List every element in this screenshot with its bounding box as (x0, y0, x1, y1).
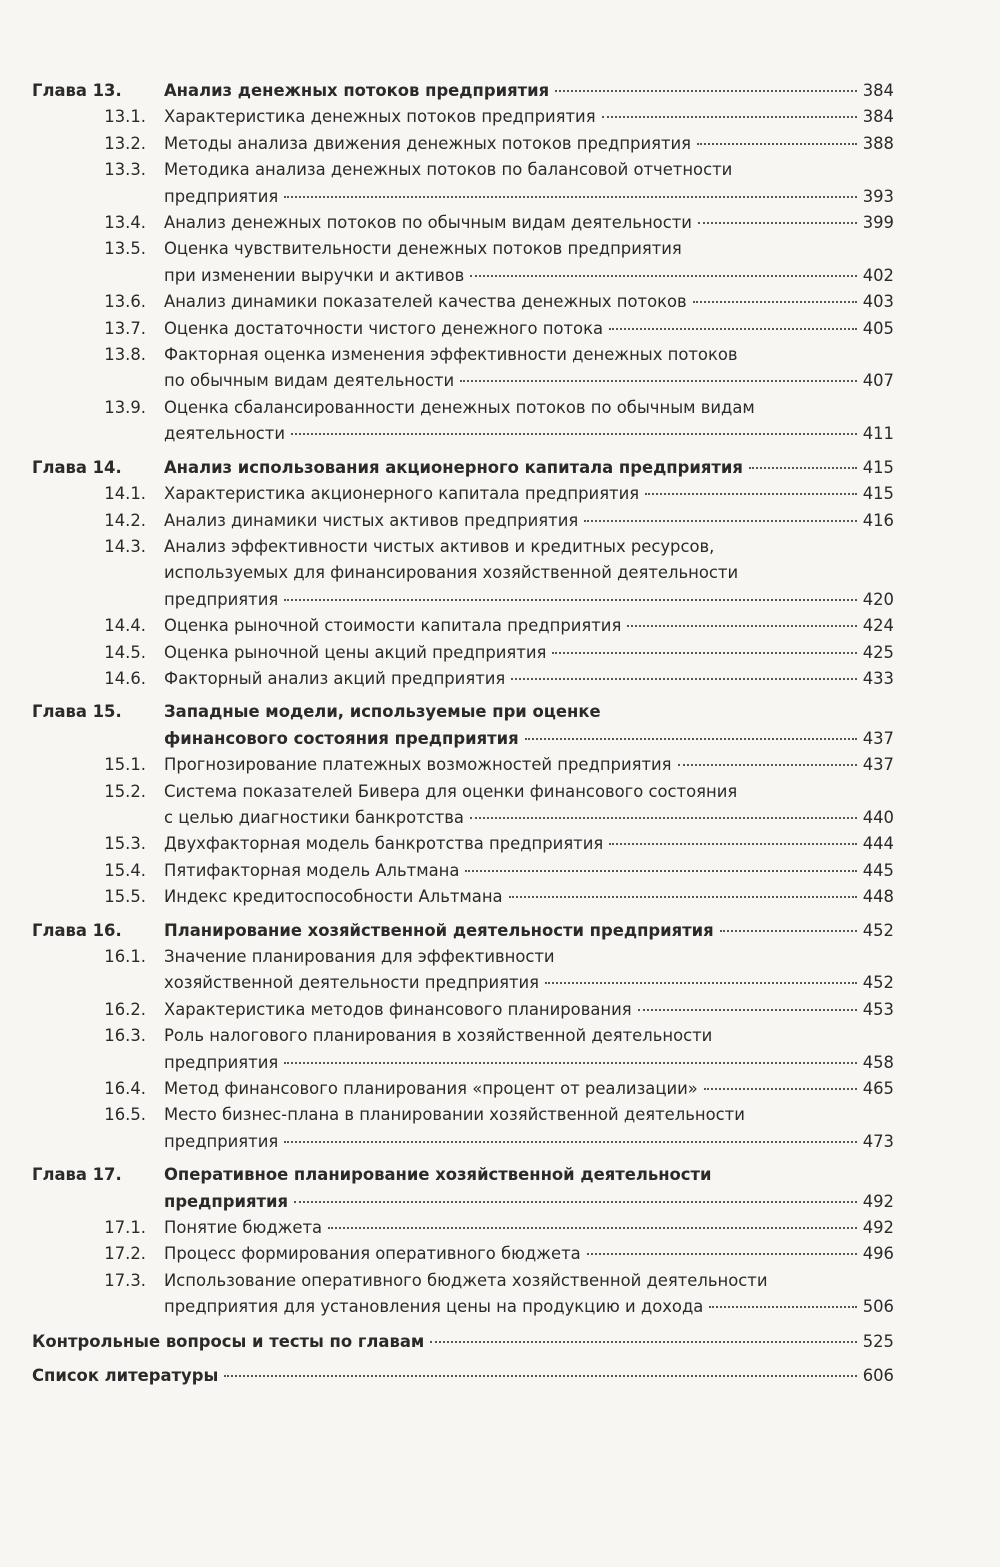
dot-leader (587, 1253, 857, 1255)
section-number: 14.3. (104, 536, 146, 556)
section-last-line (164, 131, 894, 157)
dot-leader (291, 433, 857, 435)
section-entry (32, 316, 894, 342)
section-text: при изменении выручки и активов (164, 265, 465, 285)
section-last-line (164, 640, 894, 666)
section-text: Методы анализа движения денежных потоков предприятия (164, 133, 692, 153)
section-last-line (164, 1076, 894, 1102)
chapter-entry (32, 1162, 894, 1215)
dot-leader (693, 301, 857, 303)
section-entry (32, 481, 894, 507)
chapter-last-line (164, 726, 894, 752)
section-page-number: 388 (862, 133, 894, 153)
section-text: Место бизнес-плана в планировании хозяйственной деятельности (164, 1105, 745, 1125)
dot-leader (709, 1306, 856, 1308)
section-page-number: 496 (862, 1244, 894, 1264)
section-last-line (164, 1050, 894, 1076)
section-title (146, 779, 894, 832)
dot-leader (430, 1341, 856, 1343)
section-entry (32, 1102, 894, 1155)
section-entry (32, 342, 894, 395)
dot-leader (627, 625, 856, 627)
section-last-line (164, 210, 894, 236)
section-last-line (164, 752, 894, 778)
chapter-block (32, 78, 894, 448)
chapter-last-line (164, 78, 894, 104)
section-title (146, 534, 894, 613)
section-text: Анализ динамики показателей качества денежных потоков (164, 292, 687, 312)
dot-leader (555, 90, 857, 92)
chapter-title (146, 78, 894, 104)
final-page-number: 606 (862, 1366, 894, 1386)
section-number: 15.2. (104, 781, 146, 801)
section-title (146, 831, 894, 857)
final-text: Контрольные вопросы и тесты по главам (32, 1331, 425, 1351)
section-page-number: 440 (862, 807, 894, 827)
section-number: 13.9. (104, 397, 146, 417)
section-entry (32, 884, 894, 910)
dot-leader (284, 1062, 856, 1064)
section-number: 14.4. (104, 616, 146, 636)
dot-leader (328, 1227, 857, 1229)
section-page-number: 420 (862, 589, 894, 609)
section-last-line (164, 1215, 894, 1241)
section-number: 17.3. (104, 1270, 146, 1290)
section-page-number: 415 (862, 484, 894, 504)
section-last-line (164, 997, 894, 1023)
section-page-number: 458 (862, 1052, 894, 1072)
dot-leader (609, 328, 857, 330)
section-page-number: 445 (862, 860, 894, 880)
chapter-text: финансового состояния предприятия (164, 728, 519, 748)
chapter-number: Глава 16. (32, 920, 122, 940)
section-title (146, 236, 894, 289)
section-number: 15.5. (104, 887, 146, 907)
section-text: Анализ динамики чистых активов предприятия (164, 510, 579, 530)
dot-leader (645, 493, 857, 495)
section-page-number: 437 (862, 755, 894, 775)
section-title (146, 1076, 894, 1102)
final-page-number: 525 (862, 1331, 894, 1351)
dot-leader (284, 599, 856, 601)
section-title (146, 1268, 894, 1321)
section-last-line (164, 1241, 894, 1267)
section-page-number: 424 (862, 616, 894, 636)
section-entry (32, 236, 894, 289)
section-last-line (164, 104, 894, 130)
section-number: 17.2. (104, 1244, 146, 1264)
dot-leader (720, 930, 857, 932)
section-last-line (164, 613, 894, 639)
section-last-line (164, 1294, 894, 1320)
section-text: с целью диагностики банкротства (164, 807, 464, 827)
section-last-line (164, 1129, 894, 1155)
final-title (32, 1363, 894, 1389)
chapter-last-line (164, 1189, 894, 1215)
section-last-line (164, 666, 894, 692)
dot-leader (470, 275, 856, 277)
section-text: Факторная оценка изменения эффективности денежных потоков (164, 345, 738, 365)
dot-leader (545, 982, 857, 984)
section-last-line (164, 289, 894, 315)
section-text: Использование оперативного бюджета хозяйственной деятельности (164, 1270, 768, 1290)
section-last-line (164, 481, 894, 507)
section-title (146, 157, 894, 210)
dot-leader (698, 222, 857, 224)
final-text: Список литературы (32, 1366, 219, 1386)
section-entry (32, 1023, 894, 1076)
section-text: предприятия (164, 186, 279, 206)
section-text: Система показателей Бивера для оценки финансового состояния (164, 781, 738, 801)
section-text: Значение планирования для эффективности (164, 947, 555, 966)
section-text: Анализ эффективности чистых активов и кредитных ресурсов, (164, 536, 715, 556)
dot-leader (460, 380, 856, 382)
section-last-line (164, 184, 894, 210)
section-text: Двухфакторная модель банкротства предприятия (164, 834, 604, 854)
section-page-number: 407 (862, 371, 894, 391)
section-last-line (164, 858, 894, 884)
chapter-page-number: 492 (862, 1191, 894, 1211)
chapter-entry (32, 918, 894, 944)
section-number: 16.5. (104, 1105, 146, 1125)
section-title (146, 640, 894, 666)
section-number: 13.3. (104, 160, 146, 180)
section-entry (32, 1241, 894, 1267)
section-last-line (164, 263, 894, 289)
section-text: предприятия (164, 1052, 279, 1072)
section-text: по обычным видам деятельности (164, 371, 455, 391)
section-title (146, 104, 894, 130)
section-text: Индекс кредитоспособности Альтмана (164, 887, 503, 907)
final-entry (32, 1363, 894, 1389)
section-title (146, 395, 894, 448)
section-number: 13.2. (104, 133, 146, 153)
section-last-line (164, 884, 894, 910)
section-number: 15.4. (104, 860, 146, 880)
section-entry (32, 944, 894, 997)
dot-leader (602, 116, 857, 118)
chapter-number: Глава 14. (32, 457, 122, 477)
section-text: Оценка сбалансированности денежных потоков по обычным видам (164, 397, 755, 417)
section-entry (32, 534, 894, 613)
section-text: Характеристика денежных потоков предприятия (164, 107, 596, 127)
section-number: 17.1. (104, 1218, 146, 1238)
chapter-number: Глава 13. (32, 81, 122, 100)
section-last-line (164, 805, 894, 831)
chapter-block (32, 455, 894, 693)
section-title (146, 1023, 894, 1076)
chapter-entry (32, 699, 894, 752)
final-entry (32, 1329, 894, 1355)
chapter-number: Глава 15. (32, 702, 122, 722)
chapter-entry (32, 455, 894, 481)
chapter-text: Анализ использования акционерного капитала предприятия (164, 457, 743, 477)
section-entry (32, 831, 894, 857)
dot-leader (584, 520, 856, 522)
section-title (146, 613, 894, 639)
section-number: 13.4. (104, 213, 146, 233)
dot-leader (525, 738, 857, 740)
section-text: Оценка рыночной стоимости капитала предприятия (164, 616, 622, 636)
chapter-page-number: 384 (862, 81, 894, 100)
chapter-page-number: 452 (862, 920, 894, 940)
section-title (146, 342, 894, 395)
chapter-text: Планирование хозяйственной деятельности предприятия (164, 920, 714, 940)
chapter-text: предприятия (164, 1191, 288, 1211)
section-last-line (164, 421, 894, 447)
section-text: Оценка достаточности чистого денежного потока (164, 318, 604, 338)
section-entry (32, 1076, 894, 1102)
section-title (146, 131, 894, 157)
section-page-number: 411 (862, 424, 894, 444)
section-number: 13.7. (104, 318, 146, 338)
section-text: Характеристика методов финансового планирования (164, 999, 632, 1019)
section-page-number: 473 (862, 1131, 894, 1151)
dot-leader (638, 1009, 857, 1011)
section-last-line (164, 368, 894, 394)
chapter-title (146, 1162, 894, 1215)
dot-leader (609, 843, 856, 845)
section-last-line (164, 508, 894, 534)
section-number: 13.6. (104, 292, 146, 312)
section-title (146, 884, 894, 910)
section-last-line (164, 587, 894, 613)
dot-leader (509, 896, 857, 898)
section-entry (32, 508, 894, 534)
chapter-text: Анализ денежных потоков предприятия (164, 81, 550, 100)
section-title (146, 1241, 894, 1267)
section-number: 14.5. (104, 642, 146, 662)
section-title (146, 666, 894, 692)
section-text: используемых для финансирования хозяйственной деятельности (164, 563, 739, 583)
section-entry (32, 1268, 894, 1321)
section-page-number: 448 (862, 887, 894, 907)
dot-leader (284, 196, 856, 198)
section-page-number: 425 (862, 642, 894, 662)
section-last-line (164, 831, 894, 857)
section-page-number: 402 (862, 265, 894, 285)
dot-leader (678, 764, 857, 766)
section-entry (32, 1215, 894, 1241)
section-entry (32, 997, 894, 1023)
section-text: Анализ денежных потоков по обычным видам деятельности (164, 213, 692, 233)
chapter-last-line (164, 918, 894, 944)
section-number: 16.3. (104, 1026, 146, 1046)
section-number: 13.1. (104, 107, 146, 127)
chapter-number: Глава 17. (32, 1165, 122, 1185)
section-entry (32, 640, 894, 666)
section-page-number: 403 (862, 292, 894, 312)
dot-leader (294, 1201, 857, 1203)
chapter-text: Западные модели, используемые при оценке (164, 702, 601, 722)
section-text: Оценка чувствительности денежных потоков предприятия (164, 239, 682, 259)
section-text: Оценка рыночной цены акций предприятия (164, 642, 547, 662)
chapter-title (146, 699, 894, 752)
section-number: 16.2. (104, 999, 146, 1019)
section-number: 14.2. (104, 510, 146, 530)
section-page-number: 393 (862, 186, 894, 206)
section-page-number: 433 (862, 668, 894, 688)
dot-leader (224, 1375, 856, 1377)
section-number: 15.1. (104, 755, 146, 775)
section-text: предприятия для установления цены на продукцию и дохода (164, 1297, 704, 1317)
section-entry (32, 289, 894, 315)
section-entry (32, 104, 894, 130)
section-text: Прогнозирование платежных возможностей предприятия (164, 755, 672, 775)
section-title (146, 752, 894, 778)
dot-leader (552, 652, 856, 654)
dot-leader (749, 467, 857, 469)
section-text: Методика анализа денежных потоков по балансовой отчетности (164, 160, 733, 180)
section-last-line (164, 970, 894, 996)
dot-leader (470, 817, 857, 819)
section-text: предприятия (164, 589, 279, 609)
chapter-block (32, 918, 894, 1156)
chapter-block (32, 699, 894, 910)
section-title (146, 289, 894, 315)
section-number: 13.8. (104, 345, 146, 365)
section-text: Понятие бюджета (164, 1218, 323, 1238)
section-last-line (164, 316, 894, 342)
section-number: 16.4. (104, 1079, 146, 1099)
section-title (146, 944, 894, 997)
section-number: 15.3. (104, 834, 146, 854)
section-entry (32, 752, 894, 778)
chapter-entry (32, 78, 894, 104)
section-text: деятельности (164, 424, 286, 444)
chapter-last-line (164, 455, 894, 481)
section-entry (32, 613, 894, 639)
chapter-title (146, 918, 894, 944)
dot-leader (704, 1088, 857, 1090)
section-number: 14.1. (104, 484, 146, 504)
final-last-line (32, 1363, 894, 1389)
dot-leader (697, 143, 857, 145)
section-title (146, 1102, 894, 1155)
section-title (146, 316, 894, 342)
chapter-page-number: 437 (862, 728, 894, 748)
section-number: 14.6. (104, 668, 146, 688)
dot-leader (465, 870, 856, 872)
section-title (146, 1215, 894, 1241)
table-of-contents (32, 78, 894, 1390)
section-text: Факторный анализ акций предприятия (164, 668, 506, 688)
section-title (146, 481, 894, 507)
section-text: Процесс формирования оперативного бюджета (164, 1244, 581, 1264)
chapter-page-number: 415 (862, 457, 894, 477)
section-page-number: 453 (862, 999, 894, 1019)
final-last-line (32, 1329, 894, 1355)
dot-leader (284, 1141, 856, 1143)
chapter-title (146, 455, 894, 481)
section-entry (32, 210, 894, 236)
section-title (146, 210, 894, 236)
section-page-number: 452 (862, 973, 894, 993)
section-page-number: 444 (862, 834, 894, 854)
section-title (146, 997, 894, 1023)
chapter-block (32, 1162, 894, 1320)
section-entry (32, 131, 894, 157)
section-entry (32, 858, 894, 884)
section-title (146, 858, 894, 884)
section-page-number: 465 (862, 1079, 894, 1099)
section-page-number: 492 (862, 1218, 894, 1238)
section-entry (32, 666, 894, 692)
section-text: предприятия (164, 1131, 279, 1151)
section-entry (32, 395, 894, 448)
section-text: Роль налогового планирования в хозяйственной деятельности (164, 1026, 713, 1046)
section-entry (32, 157, 894, 210)
section-number: 16.1. (104, 947, 146, 966)
section-number: 13.5. (104, 239, 146, 259)
section-page-number: 384 (862, 107, 894, 127)
section-page-number: 416 (862, 510, 894, 530)
section-text: Метод финансового планирования «процент от реализации» (164, 1079, 698, 1099)
section-title (146, 508, 894, 534)
section-text: Пятифакторная модель Альтмана (164, 860, 460, 880)
section-page-number: 399 (862, 213, 894, 233)
section-page-number: 405 (862, 318, 894, 338)
dot-leader (511, 678, 856, 680)
chapter-text: Оперативное планирование хозяйственной деятельности (164, 1165, 712, 1185)
section-text: Характеристика акционерного капитала предприятия (164, 484, 640, 504)
section-text: хозяйственной деятельности предприятия (164, 973, 540, 993)
section-entry (32, 779, 894, 832)
final-title (32, 1329, 894, 1355)
section-page-number: 506 (862, 1297, 894, 1317)
